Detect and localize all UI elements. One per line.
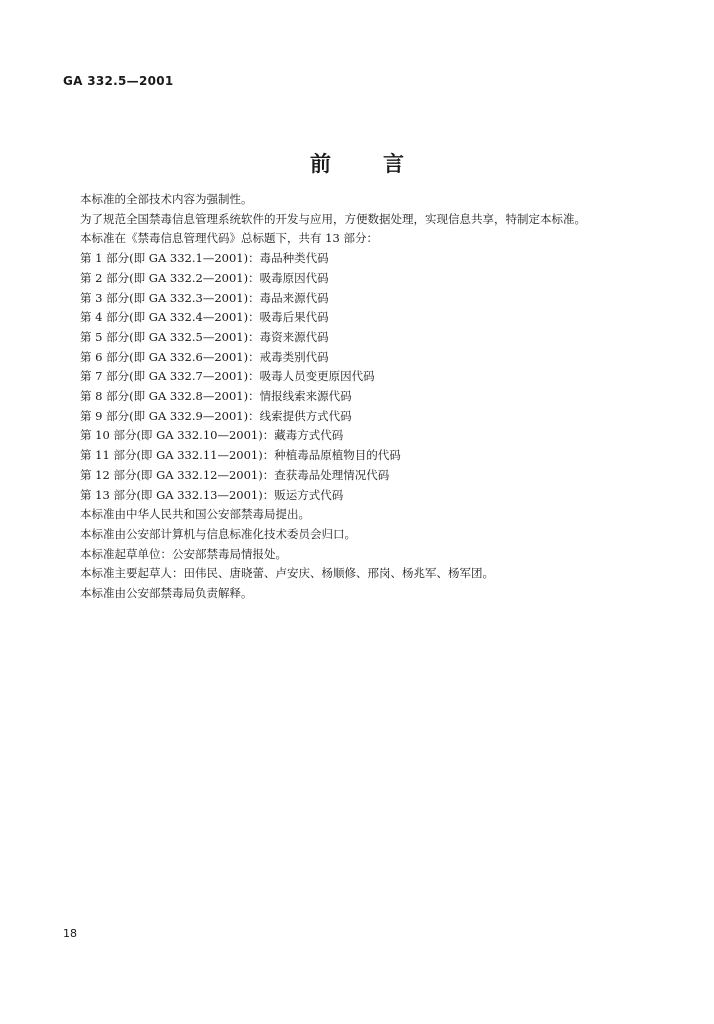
drafters-line: 本标准主要起草人：田伟民、唐晓蕾、卢安庆、杨顺修、邢岗、杨兆军、杨军团。 — [80, 566, 494, 581]
intro-line-parts: 本标准在《禁毒信息管理代码》总标题下，共有 13 部分： — [80, 231, 378, 246]
interpretation-line: 本标准由公安部禁毒局负责解释。 — [80, 586, 253, 601]
part-list-item: 第 5 部分(即 GA 332.5—2001)：毒资来源代码 — [80, 329, 329, 344]
part-list-item: 第 7 部分(即 GA 332.7—2001)：吸毒人员变更原因代码 — [80, 369, 375, 384]
part-list-item: 第 12 部分(即 GA 332.12—2001)：查获毒品处理情况代码 — [80, 467, 390, 482]
drafting-unit-line: 本标准起草单位：公安部禁毒局情报处。 — [80, 546, 287, 561]
proposer-line: 本标准由中华人民共和国公安部禁毒局提出。 — [80, 507, 310, 522]
part-list-item: 第 9 部分(即 GA 332.9—2001)：线索提供方式代码 — [80, 408, 352, 423]
standard-code: GA 332.5—2001 — [63, 74, 174, 88]
committee-line: 本标准由公安部计算机与信息标准化技术委员会归口。 — [80, 526, 356, 541]
part-list-item: 第 13 部分(即 GA 332.13—2001)：贩运方式代码 — [80, 487, 344, 502]
part-list-item: 第 10 部分(即 GA 332.10—2001)：藏毒方式代码 — [80, 428, 344, 443]
intro-line-mandatory: 本标准的全部技术内容为强制性。 — [80, 192, 253, 206]
part-list-item: 第 1 部分(即 GA 332.1—2001)：毒品种类代码 — [80, 251, 329, 266]
intro-line-purpose: 为了规范全国禁毒信息管理系统软件的开发与应用，方便数据处理，实现信息共享，特制定本标准。 — [80, 211, 586, 226]
foreword-body — [80, 190, 680, 604]
page-title — [0, 148, 714, 178]
part-list-item: 第 2 部分(即 GA 332.2—2001)：吸毒原因代码 — [80, 270, 329, 285]
title-char-2: 言 — [383, 152, 404, 176]
part-list-item: 第 3 部分(即 GA 332.3—2001)：毒品来源代码 — [80, 290, 329, 305]
title-char-1: 前 — [310, 152, 331, 176]
part-list-item: 第 4 部分(即 GA 332.4—2001)：吸毒后果代码 — [80, 310, 329, 325]
part-list-item: 第 8 部分(即 GA 332.8—2001)：情报线索来源代码 — [80, 389, 352, 404]
part-list-item: 第 11 部分(即 GA 332.11—2001)：种植毒品原植物目的代码 — [80, 448, 401, 463]
part-list-item: 第 6 部分(即 GA 332.6—2001)：戒毒类别代码 — [80, 349, 329, 364]
page-number: 18 — [63, 927, 77, 940]
